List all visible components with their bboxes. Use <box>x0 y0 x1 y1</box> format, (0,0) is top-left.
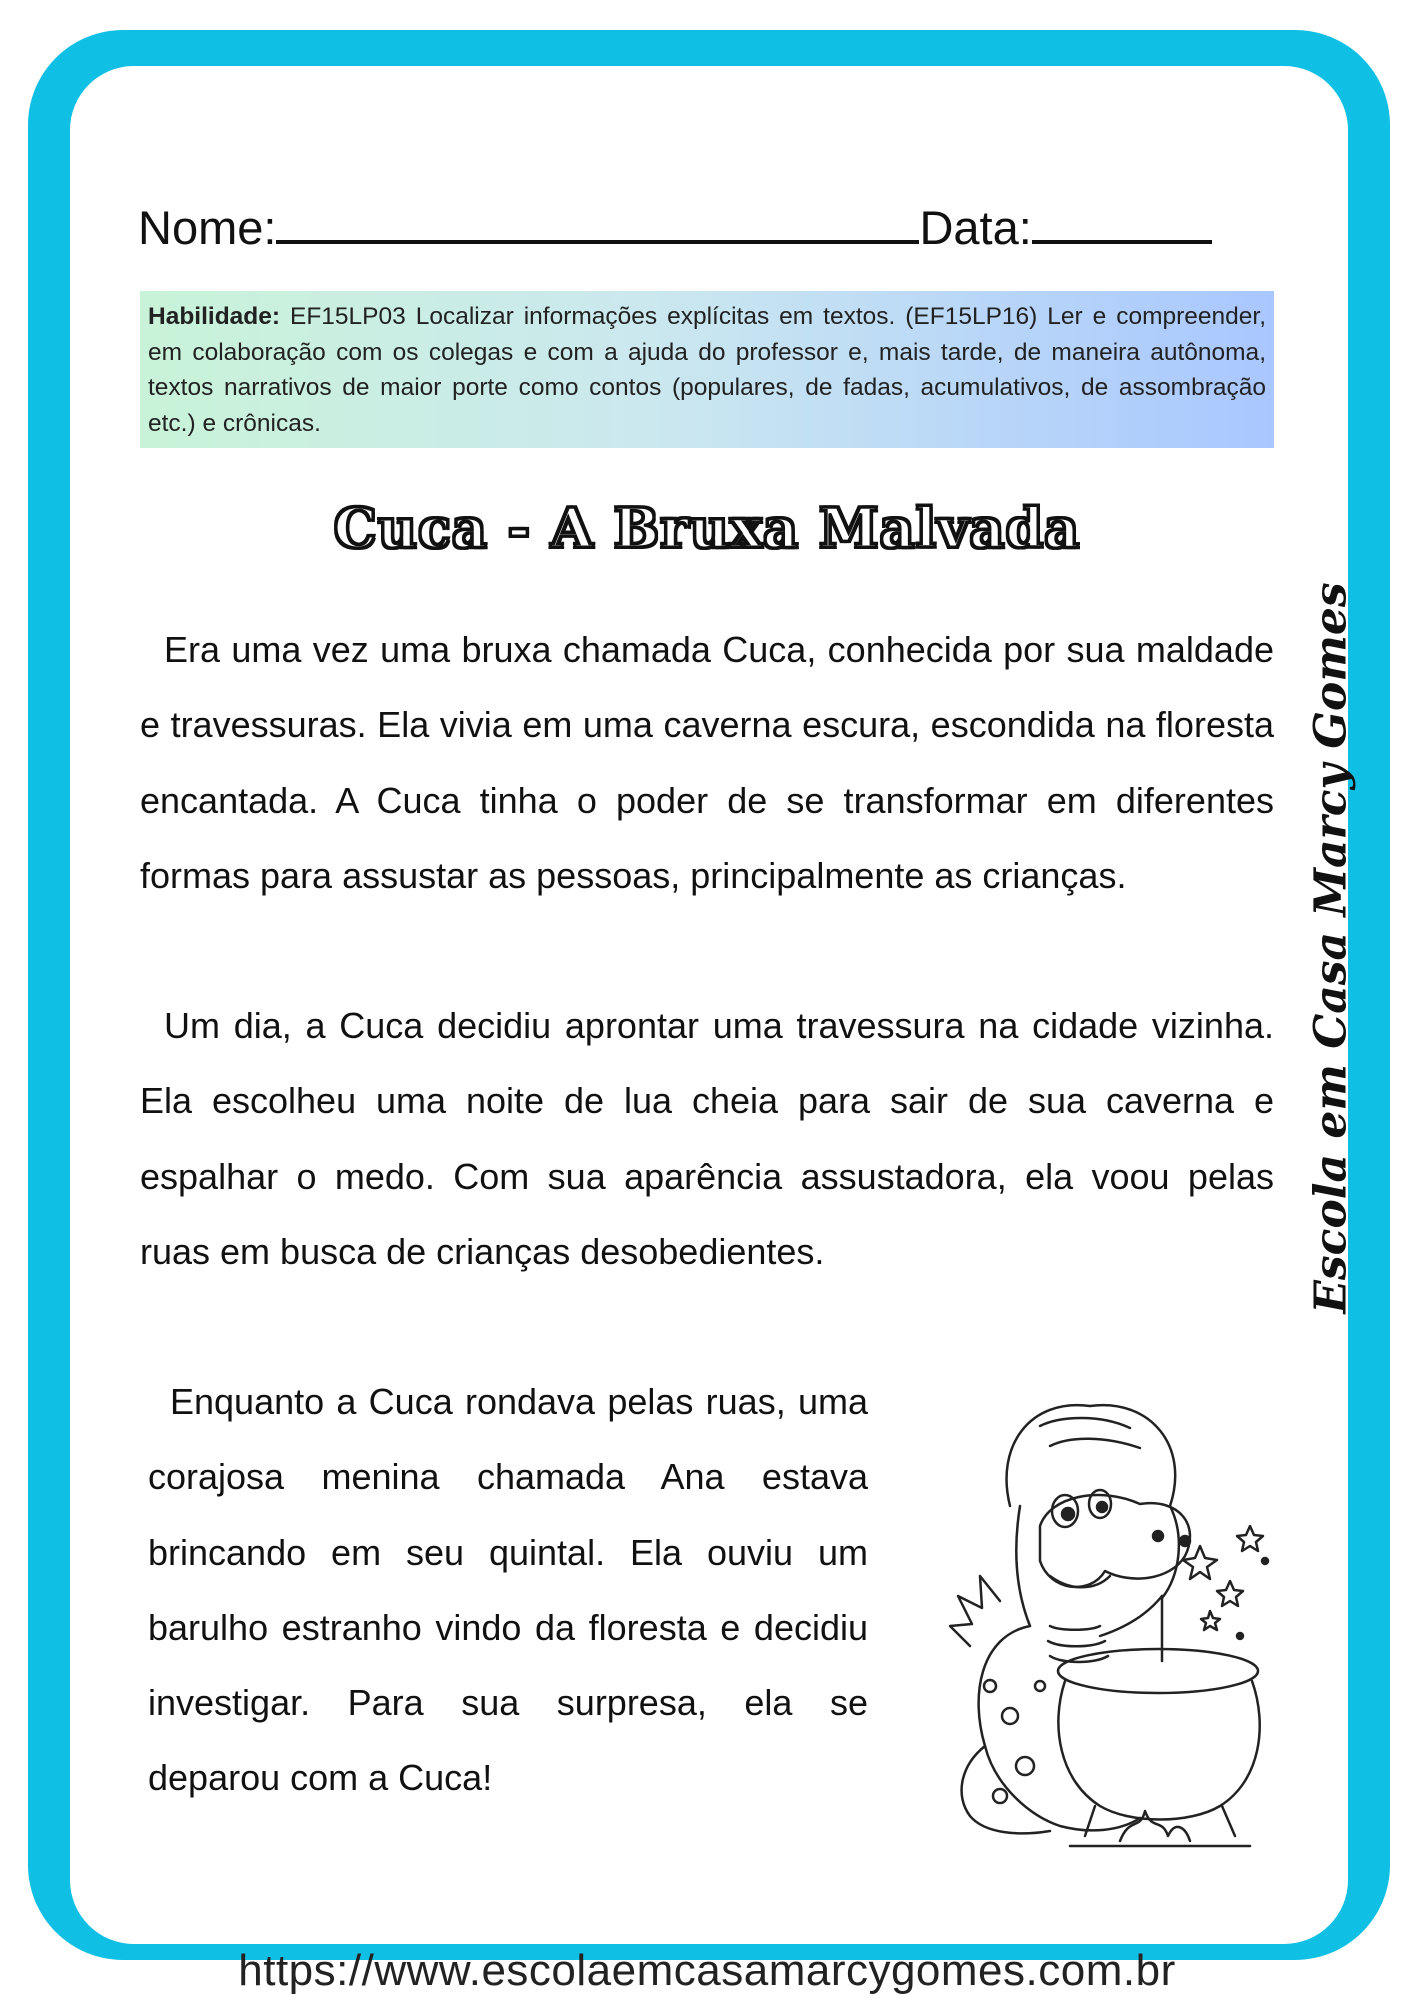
name-date-line <box>138 196 1238 260</box>
name-blank[interactable] <box>276 196 919 244</box>
brand-vertical-text: Escola em Casa Marcy Gomes <box>1305 582 1357 1314</box>
footer-url[interactable]: https://www.escolaemcasamarcygomes.com.br <box>238 1946 1176 1995</box>
date-blank[interactable] <box>1032 196 1212 244</box>
cuca-witch-cauldron-icon <box>900 1386 1290 1861</box>
story-paragraph: Era uma vez uma bruxa chamada Cuca, conhecida por sua maldade e travessuras. Ela vivia em uma caverna escura, escondida na floresta encantada. A Cuca tinha o poder de se transformar em diferentes formas para assustar as pessoas, principalmente as crianças. <box>140 629 1274 896</box>
story-paragraph: Um dia, a Cuca decidiu aprontar uma travessura na cidade vizinha. Ela escolheu uma noite de lua cheia para sair de sua caverna e espalhar o medo. Com sua aparência assustadora, ela voou pelas ruas em busca de crianças desobedientes. <box>140 1005 1274 1272</box>
story-paragraph: Enquanto a Cuca rondava pelas ruas, uma corajosa menina chamada Ana estava brincando em seu quintal. Ela ouviu um barulho estranho vindo da floresta e decidiu investigar. Para sua surpresa, ela se deparou com a Cuca! <box>148 1381 868 1799</box>
name-label: Nome: <box>138 201 277 254</box>
skill-text: EF15LP03 Localizar informações explícitas em textos. (EF15LP16) Ler e compreender, em colaboração com os colegas e com a ajuda do professor e, mais tarde, de maneira autônoma, textos narrativos de maior porte como contos (populares, de fadas, acumulativos, de assombração etc.) e crônicas. <box>148 303 1267 437</box>
date-label: Data: <box>919 201 1032 254</box>
skill-label: Habilidade: <box>148 303 281 330</box>
skill-box <box>140 291 1274 448</box>
story-title: Cuca - A Bruxa Malvada <box>333 496 1081 560</box>
